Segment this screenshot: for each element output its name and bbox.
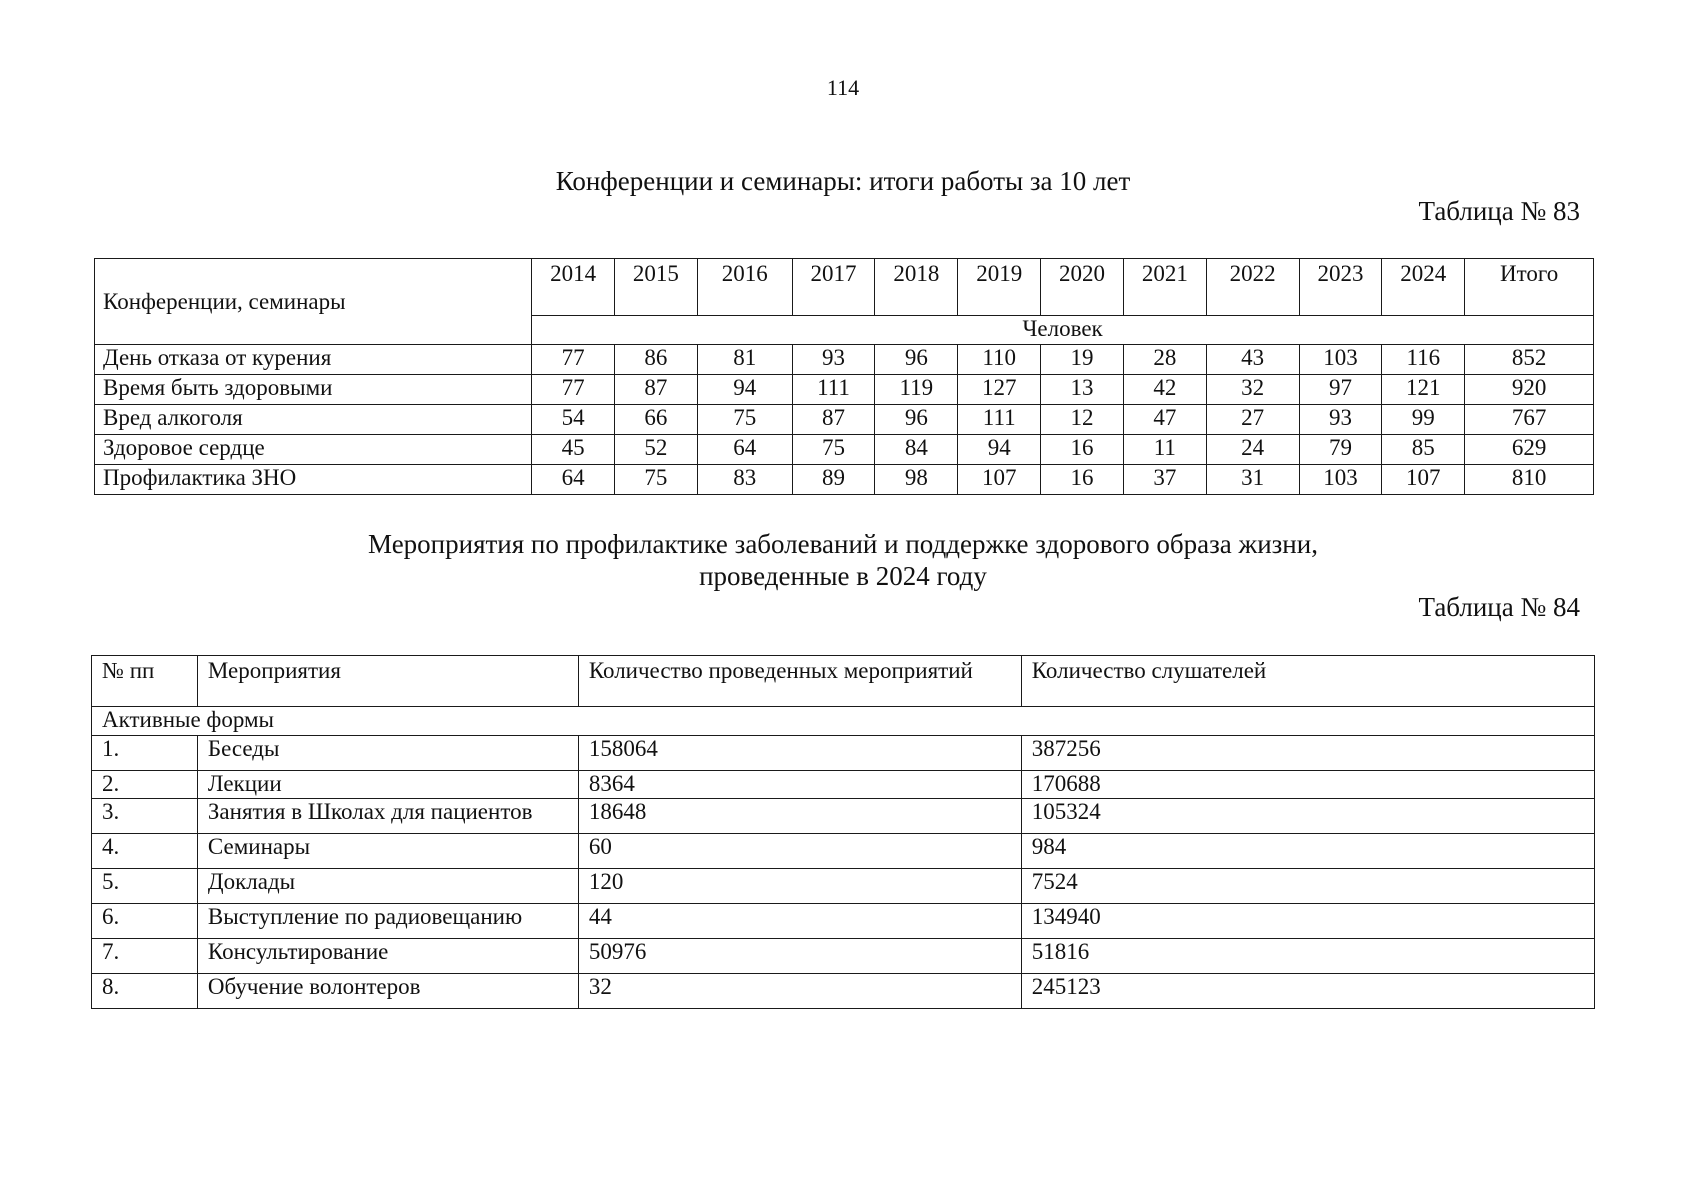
row-number: 1. bbox=[92, 736, 198, 771]
value-cell: 96 bbox=[875, 345, 958, 375]
value-cell: 81 bbox=[697, 345, 792, 375]
row-number: 4. bbox=[92, 834, 198, 869]
value-cell: 11 bbox=[1123, 435, 1206, 465]
table-row bbox=[92, 974, 1595, 1009]
row-label: Время быть здоровыми bbox=[95, 375, 532, 405]
value-cell: 66 bbox=[615, 405, 698, 435]
header-event: Мероприятия bbox=[197, 656, 578, 707]
value-cell: 89 bbox=[792, 465, 875, 495]
value-cell: 103 bbox=[1299, 345, 1382, 375]
value-cell: 98 bbox=[875, 465, 958, 495]
value-cell: 94 bbox=[697, 375, 792, 405]
year-header: 2022 bbox=[1206, 259, 1299, 316]
table-row bbox=[92, 939, 1595, 974]
listener-count: 7524 bbox=[1021, 869, 1594, 904]
table-row bbox=[95, 375, 1594, 405]
event-count: 158064 bbox=[578, 736, 1021, 771]
value-cell: 77 bbox=[532, 345, 615, 375]
table-row bbox=[92, 799, 1595, 834]
value-cell: 107 bbox=[958, 465, 1041, 495]
row-label: Здоровое сердце bbox=[95, 435, 532, 465]
value-cell: 97 bbox=[1299, 375, 1382, 405]
table84-label: Таблица № 84 bbox=[1418, 592, 1580, 622]
year-header: 2016 bbox=[697, 259, 792, 316]
page-number: 114 bbox=[826, 75, 860, 100]
event-count: 18648 bbox=[578, 799, 1021, 834]
value-cell: 86 bbox=[615, 345, 698, 375]
value-cell: 77 bbox=[532, 375, 615, 405]
value-cell: 24 bbox=[1206, 435, 1299, 465]
value-cell: 107 bbox=[1382, 465, 1465, 495]
value-cell: 94 bbox=[958, 435, 1041, 465]
event-name: Беседы bbox=[197, 736, 578, 771]
value-cell: 93 bbox=[1299, 405, 1382, 435]
value-cell: 96 bbox=[875, 405, 958, 435]
event-count: 8364 bbox=[578, 771, 1021, 799]
value-cell: 31 bbox=[1206, 465, 1299, 495]
event-name: Занятия в Школах для пациентов bbox=[197, 799, 578, 834]
value-cell: 16 bbox=[1041, 435, 1124, 465]
table-row bbox=[95, 345, 1594, 375]
value-cell: 79 bbox=[1299, 435, 1382, 465]
value-cell: 121 bbox=[1382, 375, 1465, 405]
row-label: Вред алкоголя bbox=[95, 405, 532, 435]
row-number: 8. bbox=[92, 974, 198, 1009]
year-header: 2014 bbox=[532, 259, 615, 316]
value-cell: 119 bbox=[875, 375, 958, 405]
event-name: Выступление по радиовещанию bbox=[197, 904, 578, 939]
table84-title-line1: Мероприятия по профилактике заболеваний и поддержке здорового образа жизни, bbox=[368, 529, 1318, 559]
value-cell: 111 bbox=[958, 405, 1041, 435]
value-cell: 64 bbox=[532, 465, 615, 495]
event-name: Семинары bbox=[197, 834, 578, 869]
event-count: 60 bbox=[578, 834, 1021, 869]
event-name: Доклады bbox=[197, 869, 578, 904]
header-listeners: Количество слушателей bbox=[1021, 656, 1594, 707]
value-cell: 810 bbox=[1465, 465, 1594, 495]
value-cell: 28 bbox=[1123, 345, 1206, 375]
event-count: 120 bbox=[578, 869, 1021, 904]
listener-count: 245123 bbox=[1021, 974, 1594, 1009]
year-header: 2015 bbox=[615, 259, 698, 316]
value-cell: 85 bbox=[1382, 435, 1465, 465]
value-cell: 43 bbox=[1206, 345, 1299, 375]
conferences-table bbox=[94, 258, 1594, 495]
event-name: Обучение волонтеров bbox=[197, 974, 578, 1009]
value-cell: 111 bbox=[792, 375, 875, 405]
value-cell: 47 bbox=[1123, 405, 1206, 435]
event-count: 50976 bbox=[578, 939, 1021, 974]
year-header: 2024 bbox=[1382, 259, 1465, 316]
table-row bbox=[95, 405, 1594, 435]
event-count: 44 bbox=[578, 904, 1021, 939]
table-row bbox=[92, 869, 1595, 904]
value-cell: 83 bbox=[697, 465, 792, 495]
table83-label: Таблица № 83 bbox=[1418, 196, 1580, 226]
row-number: 3. bbox=[92, 799, 198, 834]
value-cell: 87 bbox=[792, 405, 875, 435]
value-cell: 64 bbox=[697, 435, 792, 465]
listener-count: 387256 bbox=[1021, 736, 1594, 771]
events-table bbox=[91, 655, 1595, 1009]
table-row bbox=[92, 834, 1595, 869]
value-cell: 75 bbox=[615, 465, 698, 495]
value-cell: 54 bbox=[532, 405, 615, 435]
value-cell: 767 bbox=[1465, 405, 1594, 435]
value-cell: 42 bbox=[1123, 375, 1206, 405]
header-count: Количество проведенных мероприятий bbox=[578, 656, 1021, 707]
value-cell: 852 bbox=[1465, 345, 1594, 375]
value-cell: 12 bbox=[1041, 405, 1124, 435]
row-number: 6. bbox=[92, 904, 198, 939]
row-number: 2. bbox=[92, 771, 198, 799]
value-cell: 75 bbox=[792, 435, 875, 465]
header-num: № пп bbox=[92, 656, 198, 707]
value-cell: 16 bbox=[1041, 465, 1124, 495]
section-label: Активные формы bbox=[92, 707, 1595, 736]
event-count: 32 bbox=[578, 974, 1021, 1009]
listener-count: 170688 bbox=[1021, 771, 1594, 799]
year-header: 2020 bbox=[1041, 259, 1124, 316]
value-cell: 103 bbox=[1299, 465, 1382, 495]
event-name: Консультирование bbox=[197, 939, 578, 974]
listener-count: 984 bbox=[1021, 834, 1594, 869]
listener-count: 134940 bbox=[1021, 904, 1594, 939]
value-cell: 37 bbox=[1123, 465, 1206, 495]
value-cell: 84 bbox=[875, 435, 958, 465]
value-cell: 93 bbox=[792, 345, 875, 375]
total-header: Итого bbox=[1465, 259, 1594, 316]
value-cell: 87 bbox=[615, 375, 698, 405]
value-cell: 27 bbox=[1206, 405, 1299, 435]
value-cell: 629 bbox=[1465, 435, 1594, 465]
value-cell: 32 bbox=[1206, 375, 1299, 405]
value-cell: 45 bbox=[532, 435, 615, 465]
unit-label: Человек bbox=[532, 316, 1594, 345]
row-label: Профилактика ЗНО bbox=[95, 465, 532, 495]
row-number: 5. bbox=[92, 869, 198, 904]
value-cell: 920 bbox=[1465, 375, 1594, 405]
event-name: Лекции bbox=[197, 771, 578, 799]
year-header: 2018 bbox=[875, 259, 958, 316]
table-row bbox=[92, 736, 1595, 771]
value-cell: 19 bbox=[1041, 345, 1124, 375]
value-cell: 52 bbox=[615, 435, 698, 465]
value-cell: 116 bbox=[1382, 345, 1465, 375]
value-cell: 127 bbox=[958, 375, 1041, 405]
year-header: 2019 bbox=[958, 259, 1041, 316]
listener-count: 105324 bbox=[1021, 799, 1594, 834]
table-row bbox=[92, 904, 1595, 939]
value-cell: 13 bbox=[1041, 375, 1124, 405]
table-row bbox=[92, 771, 1595, 799]
year-header: 2021 bbox=[1123, 259, 1206, 316]
table83-title: Конференции и семинары: итоги работы за 10 лет bbox=[555, 166, 1131, 196]
value-cell: 75 bbox=[697, 405, 792, 435]
row-header: Конференции, семинары bbox=[95, 259, 532, 345]
table-row bbox=[95, 435, 1594, 465]
table-row bbox=[95, 465, 1594, 495]
row-label: День отказа от курения bbox=[95, 345, 532, 375]
table84-title-line2: проведенные в 2024 году bbox=[699, 561, 987, 591]
year-header: 2023 bbox=[1299, 259, 1382, 316]
row-number: 7. bbox=[92, 939, 198, 974]
year-header: 2017 bbox=[792, 259, 875, 316]
value-cell: 110 bbox=[958, 345, 1041, 375]
table84-title bbox=[0, 528, 1686, 592]
listener-count: 51816 bbox=[1021, 939, 1594, 974]
value-cell: 99 bbox=[1382, 405, 1465, 435]
